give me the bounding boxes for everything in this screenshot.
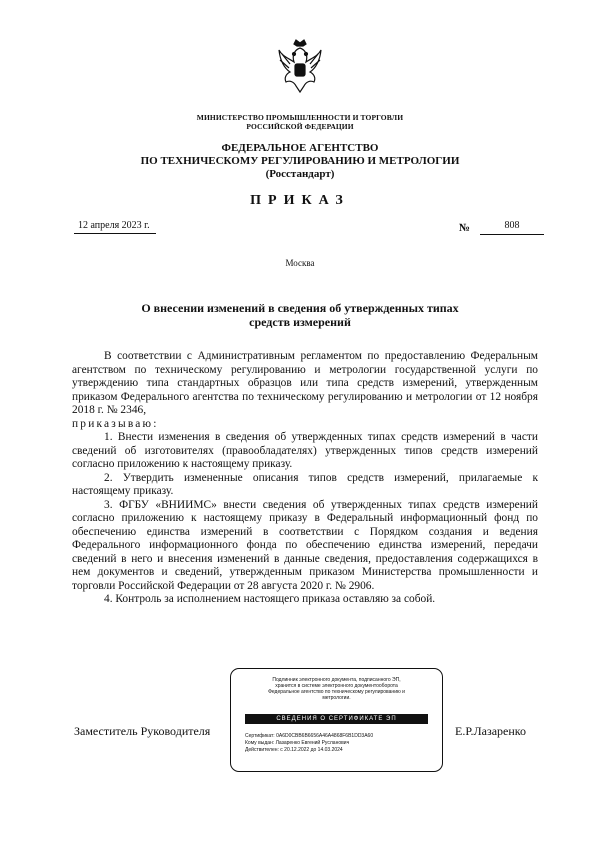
stamp-certificate: Сертификат: 0A6D0CBB6B6656A46A4868F6B1DD3A60 xyxy=(245,733,374,739)
order-body xyxy=(72,350,538,607)
stamp-details xyxy=(245,733,436,754)
order-number: 808 xyxy=(504,220,520,231)
ministry-name: МИНИСТЕРСТВО ПРОМЫШЛЕННОСТИ И ТОРГОВЛИ РОССИЙСКОЙ ФЕДЕРАЦИИ xyxy=(196,113,404,131)
number-underline xyxy=(480,234,544,235)
e-signature-stamp xyxy=(230,668,443,772)
city: Москва xyxy=(285,258,315,268)
signatory-role: Заместитель Руководителя xyxy=(74,724,211,738)
agency-name: ФЕДЕРАЛЬНОЕ АГЕНТСТВО ПО ТЕХНИЧЕСКОМУ РЕГУЛИРОВАНИЮ И МЕТРОЛОГИИ (Росстандарт) xyxy=(140,142,460,180)
stamp-validity: Действителен: с 20.12.2022 до 14.03.2024 xyxy=(245,747,343,753)
stamp-owner: Кому выдан: Лазаренко Евгений Русланович xyxy=(245,740,350,746)
number-sign: № xyxy=(459,222,471,234)
order-subject: О внесении изменений в сведения об утвержденных типах средств измерений xyxy=(141,301,459,329)
item-3: 3. ФГБУ «ВНИИМС» внести сведения об утвержденных типах средств измерений согласно приложению к настоящему приказу в Федеральный информационный фонд по обеспечению единства измерений в соответствии с Порядком создания и ведения Федерального информационного фонда по обеспечению единства измерений, передачи сведений в него и внесения изменений в данные сведения, предоставления содержащихся в нем документов и сведений, утвержденным приказом Министерства промышленности и торговли Российской Федерации от 28 августа 2020 г. № 2906. xyxy=(72,498,538,592)
date-underline xyxy=(74,233,156,234)
item-2: 2. Утвердить измененные описания типов средств измерений, прилагаемые к настоящему приказу. xyxy=(72,471,538,497)
item-4: 4. Контроль за исполнением настоящего приказа оставляю за собой. xyxy=(104,593,436,605)
order-date: 12 апреля 2023 г. xyxy=(78,220,150,231)
item-1: 1. Внести изменения в сведения об утвержденных типах средств измерений в части сведений об изготовителях (правообладателях) утвержденных типов средств измерений согласно приложению к настоящему приказу. xyxy=(72,431,538,470)
order-word: приказываю: xyxy=(72,417,159,430)
intro-paragraph: В соответствии с Административным регламентом по предоставлению Федеральным агентством по техническому регулированию и метрологии государственной услуги по утверждению типа стандартных образцов или типа средств измерений, утвержденным приказом Федерального агентства по техническому регулированию и метрологии от 12 ноября 2018 г. № 2346, xyxy=(72,350,538,416)
coat-of-arms-icon xyxy=(276,38,324,96)
stamp-title-bar: СВЕДЕНИЯ О СЕРТИФИКАТЕ ЭП xyxy=(245,714,428,724)
signatory-name: Е.Р.Лазаренко xyxy=(455,724,527,738)
order-title: ПРИКАЗ xyxy=(250,193,350,208)
stamp-header: Подлинник электронного документа, подписанного ЭП, хранится в системе электронного документооборота Федеральное агентство по техническому регулированию и метрологии. xyxy=(268,677,405,701)
